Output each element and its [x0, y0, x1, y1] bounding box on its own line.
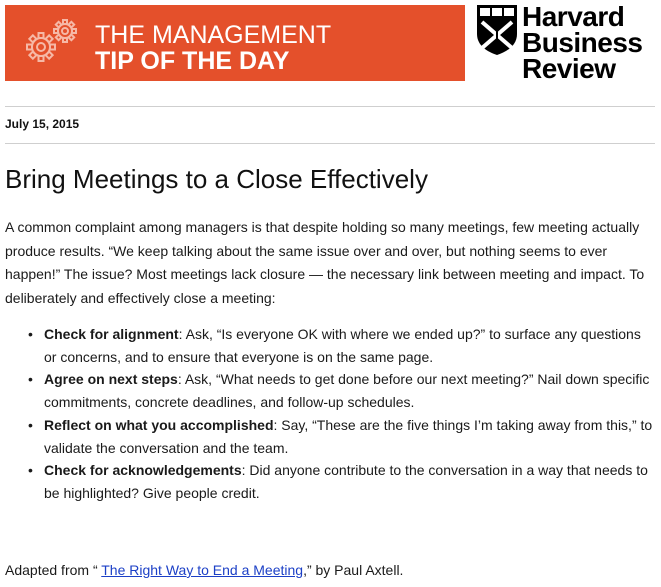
tip-heading: Reflect on what you accomplished	[44, 416, 274, 433]
banner-title-line1: THE MANAGEMENT	[95, 21, 332, 49]
list-item	[24, 368, 654, 413]
hbr-line1: Harvard	[522, 1, 625, 32]
list-item	[24, 323, 654, 368]
source-article-link[interactable]: The Right Way to End a Meeting	[101, 562, 304, 578]
hbr-line2: Business	[522, 27, 643, 58]
bullet-icon: •	[28, 326, 33, 342]
tip-text: : Ask, “Is everyone OK with where we ended up?” to surface any questions or concerns, and to ensure that everyone is on the same page.	[44, 326, 641, 365]
tip-text: : Ask, “What needs to get done before our next meeting?” Nail down specific commitments, concrete deadlines, and follow-up schedules.	[44, 371, 650, 411]
list-item	[24, 414, 654, 459]
bullet-icon: •	[28, 371, 33, 388]
source-suffix: ,” by Paul Axtell.	[303, 562, 404, 578]
tip-text: : Say, “These are the five things I’m taking away from this,” to validate the conversation and the team.	[44, 416, 653, 456]
tip-of-the-day-banner	[5, 5, 465, 81]
tip-heading: Agree on next steps	[44, 371, 178, 388]
tip-heading: Check for acknowledgements	[44, 462, 242, 479]
list-item	[24, 459, 654, 504]
source-attribution	[5, 562, 403, 578]
bullet-icon: •	[28, 416, 33, 433]
tip-date: July 15, 2015	[5, 117, 80, 131]
banner-title-line2: TIP OF THE DAY	[95, 47, 290, 75]
gears-icon	[17, 13, 87, 73]
article-title: Bring Meetings to a Close Effectively	[5, 164, 428, 194]
tip-heading: Check for alignment	[44, 326, 179, 342]
source-prefix: Adapted from “	[5, 562, 102, 578]
divider-top	[5, 106, 655, 107]
hbr-wordmark	[522, 1, 643, 84]
hbr-logo[interactable]	[474, 1, 654, 86]
veritas-shield-icon	[476, 4, 518, 56]
hbr-line3: Review	[522, 53, 616, 84]
bullet-icon: •	[28, 462, 33, 479]
divider-date	[5, 143, 655, 144]
tips-list	[24, 323, 654, 505]
article-intro: A common complaint among managers is that despite holding so many meetings, few meeting actually produce results. “We keep talking about the same issue over and over, but nothing seems to ever happen!” The issue? Most meetings lack closure — the necessary link between meeting and impact. To deliberately and effectively close a meeting:	[5, 219, 645, 306]
tip-text: : Did anyone contribute to the conversation in a way that needs to be highlighted? Give people credit.	[44, 462, 648, 501]
